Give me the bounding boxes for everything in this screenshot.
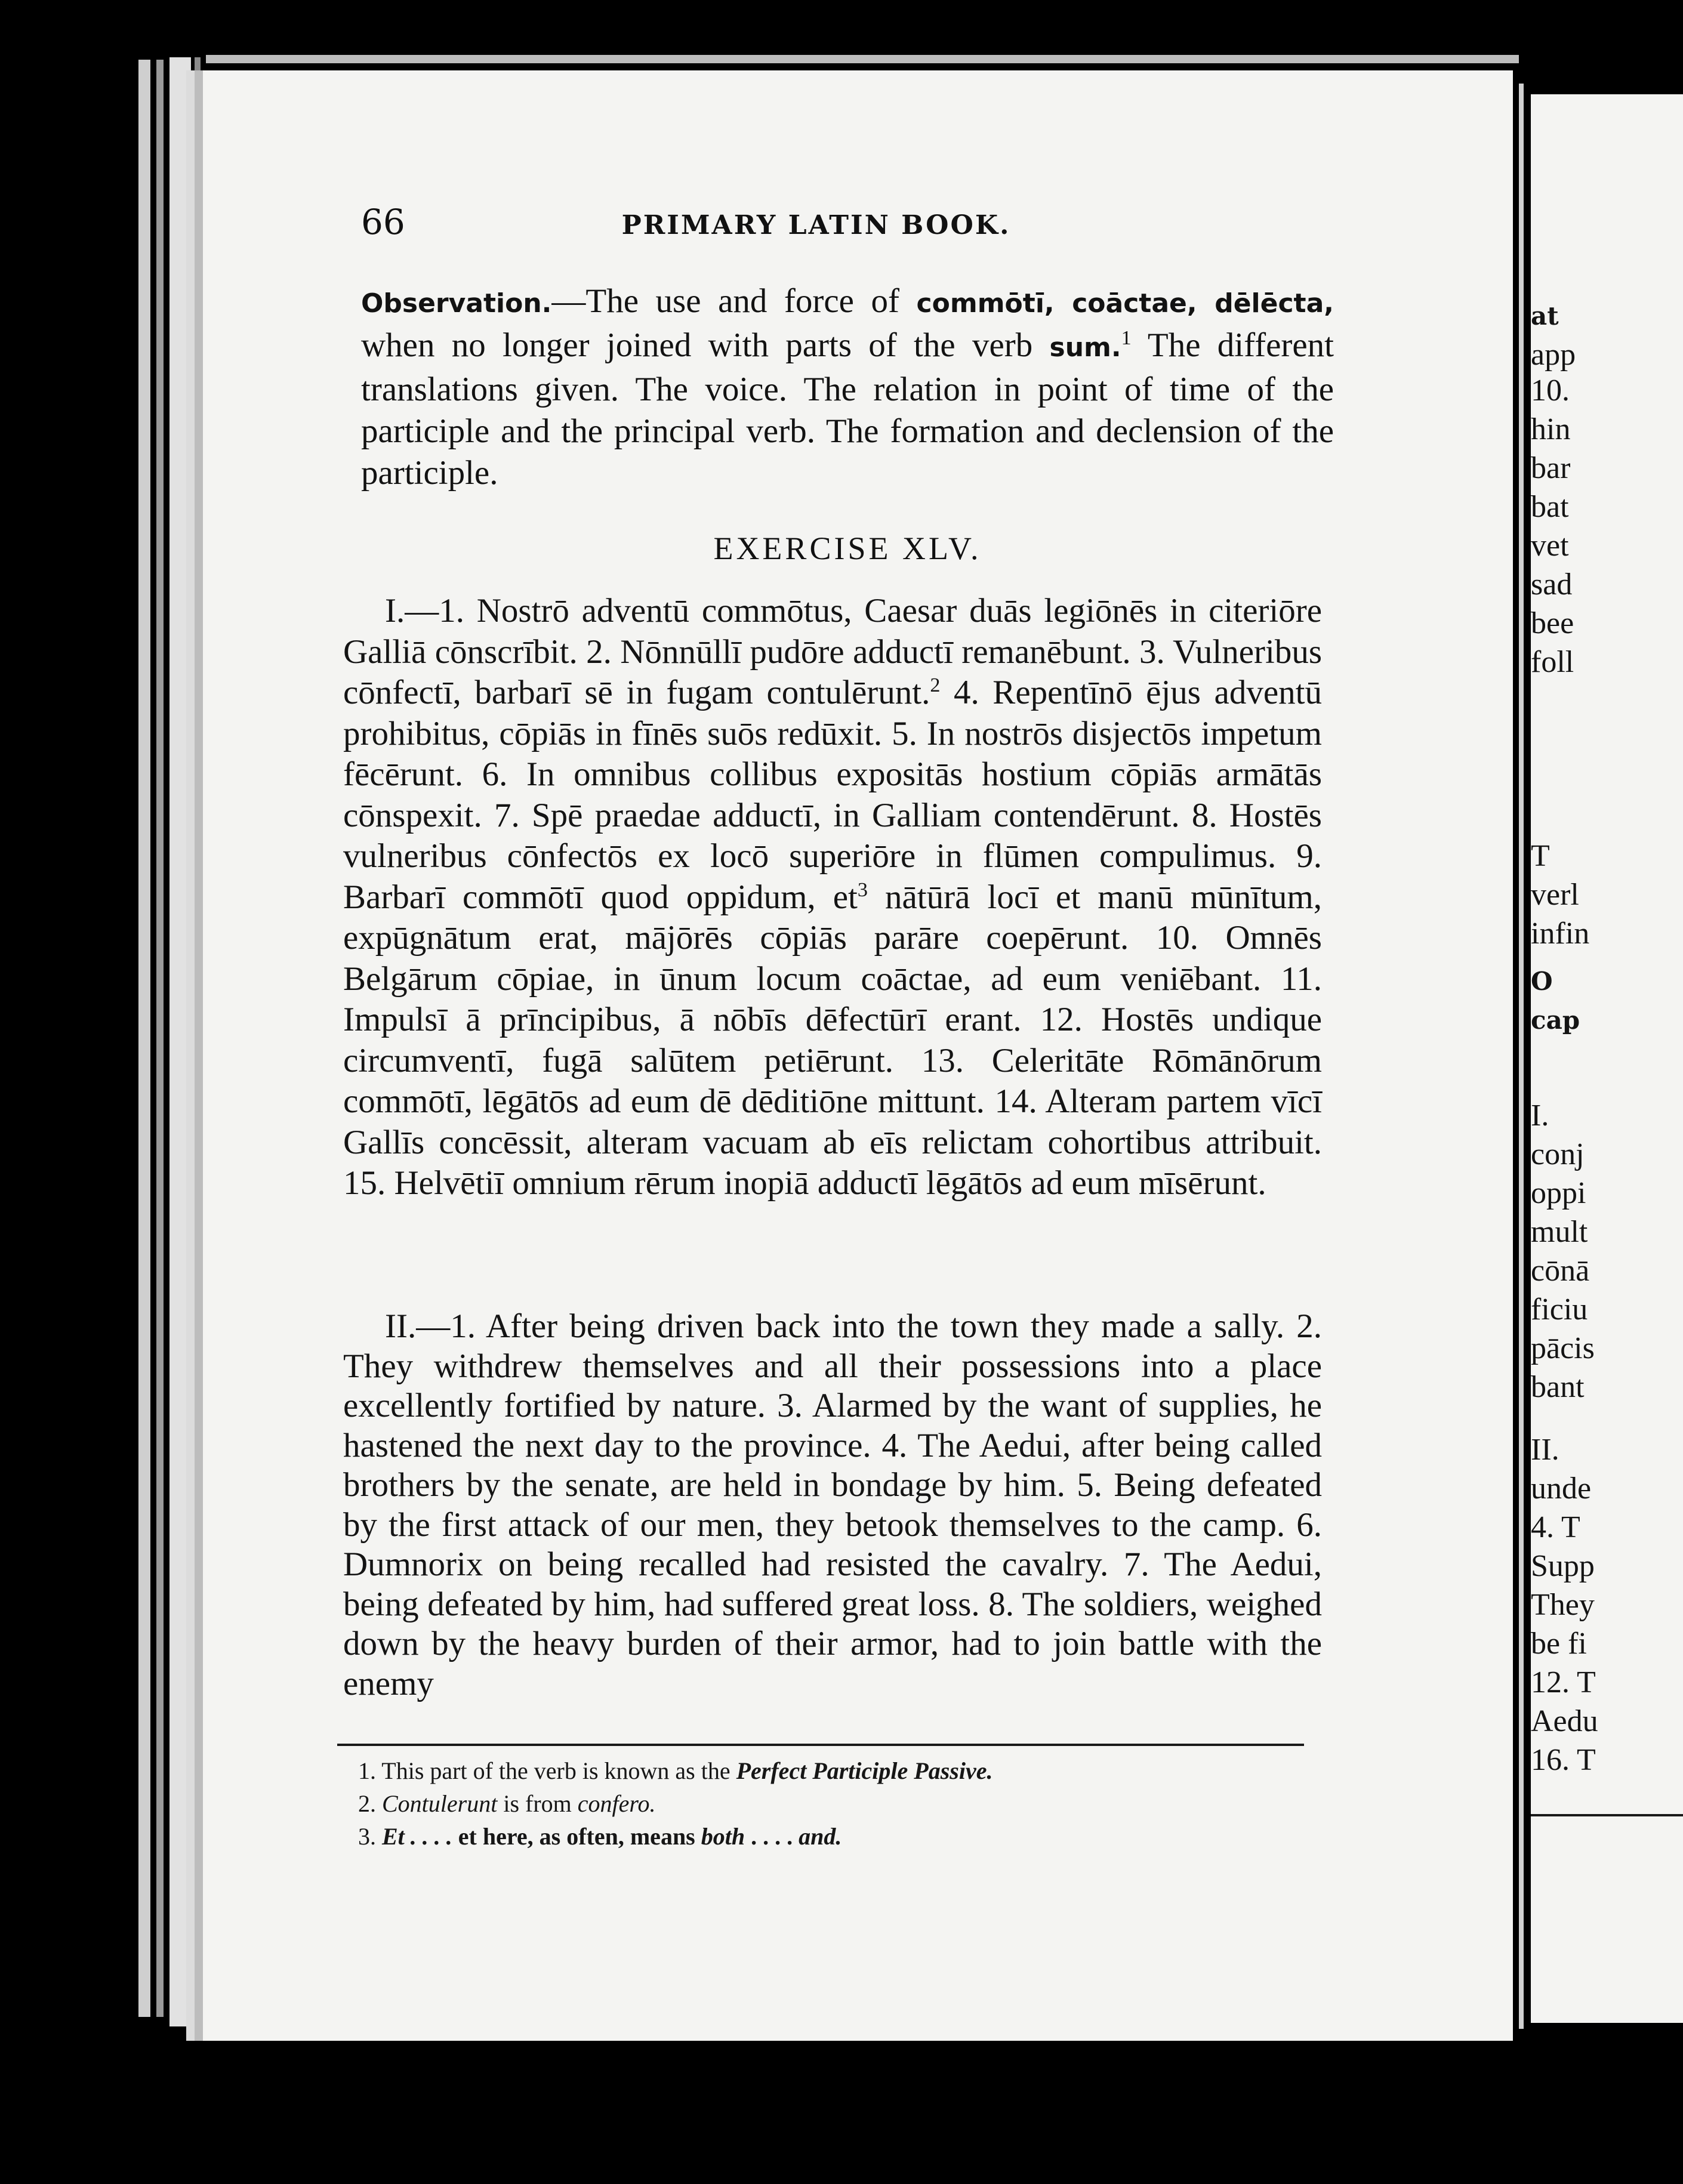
opposite-page-line: 10. bbox=[1531, 374, 1570, 408]
footnote-meaning-and: and. bbox=[799, 1823, 842, 1850]
opposite-page-line: bant bbox=[1531, 1370, 1585, 1404]
footnote-ref-2: 2 bbox=[930, 674, 941, 696]
footnote-ref-1: 1 bbox=[1121, 327, 1132, 349]
footnote-term: Perfect Participle Passive. bbox=[736, 1757, 993, 1784]
exercise-part-two bbox=[343, 1307, 1322, 1704]
part-one-text-b: 4. Repentīnō ējus adventū prohibitus, cōpiās in fīnēs suōs redūxit. 5. In nostrōs disjectōs impetum fēcērunt. 6. In omnibus collibus expositās hostium cōpiās armātās cōnspexit. 7. Spē praedae adductī, in Galliam contendērunt. 8. Hostēs vulneribus cōnfectōs ex locō superiōre in flūmen compulimus. 9. Barbarī commōtī quod oppidum, et bbox=[343, 674, 1322, 916]
footnote-ref-3: 3 bbox=[857, 878, 868, 901]
opposite-page-line: 4. T bbox=[1531, 1510, 1580, 1544]
exercise-part-one bbox=[343, 591, 1322, 1204]
opposite-page-line: unde bbox=[1531, 1472, 1592, 1506]
opposite-page-line: mult bbox=[1531, 1215, 1588, 1249]
opposite-page bbox=[1531, 94, 1683, 2023]
footnote-term: Contulerunt bbox=[382, 1790, 498, 1817]
footnote-text: is from bbox=[497, 1790, 578, 1817]
opposite-page-line: T bbox=[1531, 839, 1550, 873]
opposite-page-line: be fi bbox=[1531, 1627, 1587, 1661]
opposite-page-line: cōnā bbox=[1531, 1254, 1590, 1288]
observation-text-1: —The use and force of bbox=[551, 282, 917, 320]
footnote-3 bbox=[358, 1820, 1313, 1853]
opposite-page-line: oppi bbox=[1531, 1176, 1586, 1210]
footnote-term: Et . . . . bbox=[382, 1823, 452, 1850]
opposite-page-line: foll bbox=[1531, 645, 1574, 679]
opposite-page-line: 16. T bbox=[1531, 1743, 1596, 1777]
opposite-page-line: verl bbox=[1531, 878, 1579, 912]
observation-lead: Observation. bbox=[361, 288, 552, 319]
footnote-2 bbox=[358, 1787, 1313, 1820]
footnote-source: confero. bbox=[577, 1790, 656, 1817]
exercise-title: EXERCISE XLV. bbox=[713, 530, 982, 566]
observation-text-3: The different translations given. The voice. The relation in point of time of the participle and the principal verb. The formation and declension of the participle. bbox=[361, 326, 1334, 492]
observation-verb: sum. bbox=[1049, 332, 1121, 363]
opposite-page-line: bee bbox=[1531, 606, 1574, 640]
opposite-page-line: vet bbox=[1531, 529, 1569, 563]
part-two-text: II.—1. After being driven back into the town they made a sally. 2. They withdrew themselves and all their possessions into a place excellently fortified by nature. 3. Alarmed by the want of supplies, he hastened the next day to the province. 4. The Aedui, after being called brothers by the senate, are held in bondage by him. 5. Being defeated by the first attack of our men, they betook themselves to the camp. 6. Dumnorix on being recalled had resisted the cavalry. 7. The Aedui, being defeated by him, had suffered great loss. 8. The soldiers, weighed down by the heavy burden of their armor, had to join battle with the enemy bbox=[343, 1307, 1322, 1702]
opposite-page-line: They bbox=[1531, 1588, 1595, 1622]
footnote-divider bbox=[337, 1744, 1304, 1746]
observation-latin-terms: commōtī, coāctae, dēlēcta, bbox=[916, 288, 1334, 319]
footnote-number: 3. bbox=[358, 1823, 376, 1850]
opposite-page-line: at bbox=[1531, 301, 1559, 331]
footnote-meaning-both: both bbox=[701, 1823, 745, 1850]
footnote-1 bbox=[358, 1754, 1313, 1787]
opposite-page-line: I. bbox=[1531, 1099, 1549, 1133]
footnote-number: 2. bbox=[358, 1790, 376, 1817]
opposite-page-line: cap bbox=[1531, 1005, 1580, 1035]
opposite-page-line: conj bbox=[1531, 1137, 1585, 1171]
opposite-page-line: sad bbox=[1531, 567, 1573, 601]
running-head: PRIMARY LATIN BOOK. bbox=[621, 210, 1011, 240]
footnote-separator: . . . . bbox=[745, 1823, 799, 1850]
opposite-page-line: bar bbox=[1531, 451, 1571, 485]
opposite-page-line: O bbox=[1531, 967, 1553, 996]
opposite-page-line: II. bbox=[1531, 1433, 1559, 1467]
opposite-page-line: ficiu bbox=[1531, 1292, 1588, 1327]
part-one-text-a: I.—1. Nostrō adventū commōtus, Caesar duās legiōnēs in citeriōre Galliā cōnscrībit. 2. Nōnnūllī pudōre adductī remanēbunt. 3. Vulneribus cōnfectī, barbarī sē in fugam contulērunt. bbox=[343, 592, 1322, 711]
opposite-page-line: infin bbox=[1531, 917, 1590, 951]
footnotes bbox=[358, 1754, 1313, 1853]
page-top-edge bbox=[206, 55, 1519, 63]
opposite-page-line: app bbox=[1531, 338, 1576, 372]
part-one-text-c: nātūrā locī et manū mūnītum, expūgnātum erat, mājōrēs cōpiās parāre coepērunt. 10. Omnēs Belgārum cōpiae, in ūnum locum coāctae, ad eum veniēbant. 11. Impulsī ā prīncipibus, ā nōbīs dēfectūrī erant. 12. Hostēs undique circumventī, fugā salūtem petiērunt. 13. Celeritāte Rōmānōrum commōtī, lēgātōs ad eum dē dēditiōne mittunt. 14. Alteram partem vīcī Gallīs concēssit, alteram vacuam ab eīs relictam cohortibus attribuit. 15. Helvētiī omnium rērum inopiā adductī lēgātōs ad eum mīsērunt. bbox=[343, 878, 1322, 1202]
opposite-page-line: bat bbox=[1531, 490, 1569, 524]
opposite-page-line: hin bbox=[1531, 412, 1571, 446]
observation-text-2: when no longer joined with parts of the verb bbox=[361, 326, 1050, 364]
footnote-number: 1. bbox=[358, 1757, 376, 1784]
page-number: 66 bbox=[361, 202, 405, 242]
page-header bbox=[361, 202, 1271, 249]
opposite-footnote-divider bbox=[1531, 1814, 1683, 1816]
opposite-page-line: Supp bbox=[1531, 1549, 1595, 1583]
footnote-text: This part of the verb is known as the bbox=[381, 1757, 736, 1784]
footnote-text: et here, as often, means bbox=[452, 1823, 701, 1850]
opposite-page-line: Aedu bbox=[1531, 1704, 1598, 1738]
opposite-page-line: 12. T bbox=[1531, 1665, 1596, 1699]
observation-paragraph bbox=[361, 280, 1334, 494]
opposite-page-line: pācis bbox=[1531, 1331, 1595, 1365]
